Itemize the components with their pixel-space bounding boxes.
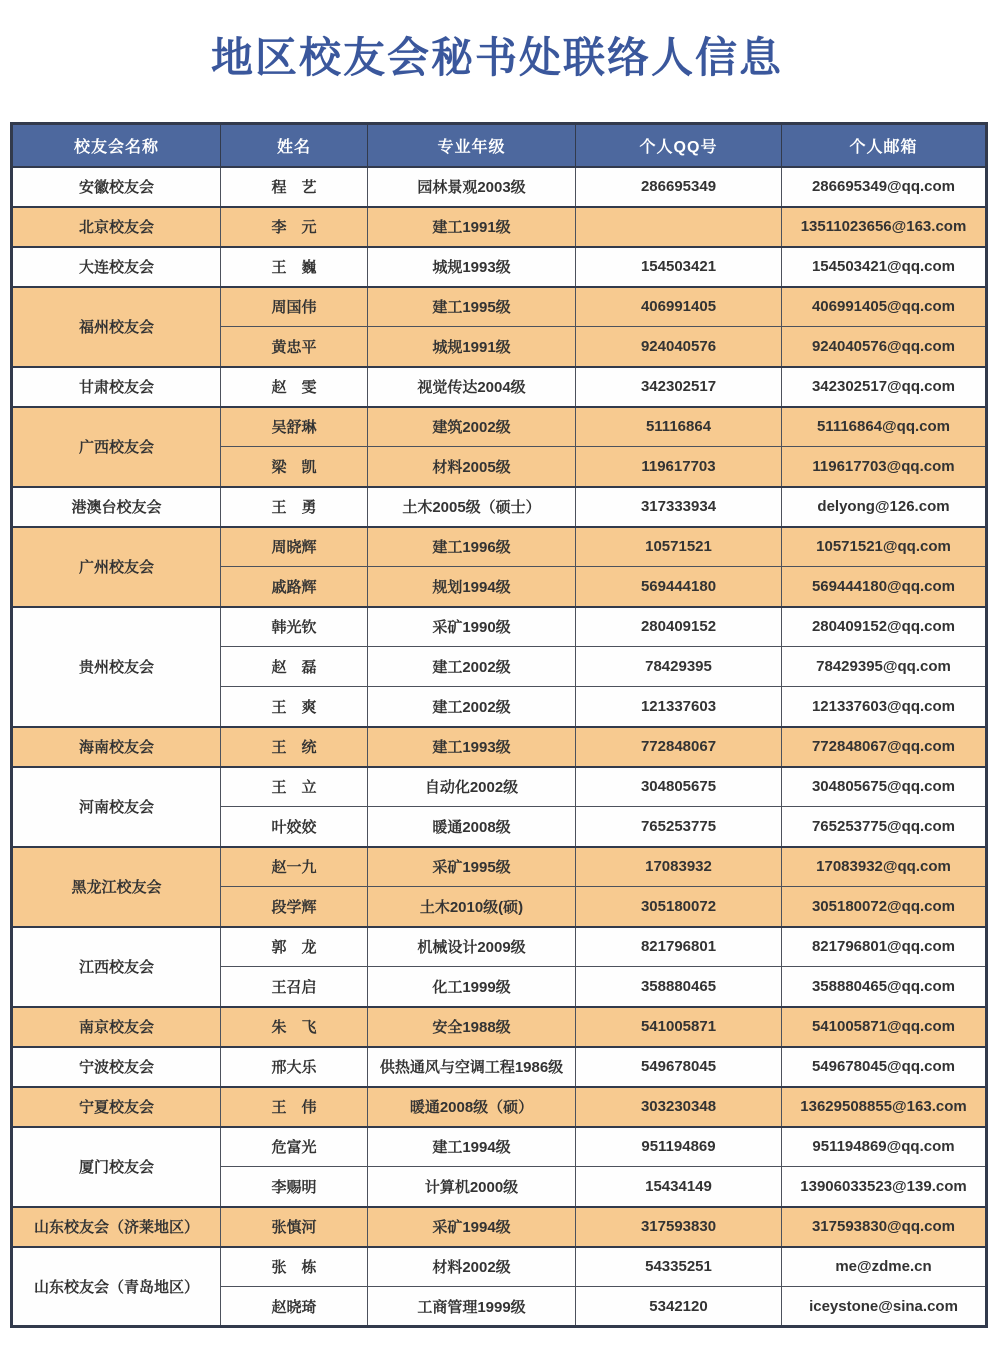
qq-number-cell — [576, 207, 782, 247]
member-name-cell: 张 栋 — [221, 1247, 368, 1287]
association-name-cell: 山东校友会（济莱地区） — [12, 1207, 221, 1247]
qq-number-cell: 821796801 — [576, 927, 782, 967]
page-title: 地区校友会秘书处联络人信息 — [210, 34, 783, 81]
email-cell: 78429395@qq.com — [782, 647, 987, 687]
association-name-cell: 广西校友会 — [12, 407, 221, 487]
member-name-cell: 周国伟 — [221, 287, 368, 327]
association-name-cell: 北京校友会 — [12, 207, 221, 247]
qq-number-cell: 304805675 — [576, 767, 782, 807]
member-name-cell: 赵一九 — [221, 847, 368, 887]
member-name-cell: 王 立 — [221, 767, 368, 807]
qq-number-cell: 305180072 — [576, 887, 782, 927]
member-name-cell: 王 伟 — [221, 1087, 368, 1127]
qq-number-cell: 317333934 — [576, 487, 782, 527]
email-cell: 772848067@qq.com — [782, 727, 987, 767]
table-row — [12, 367, 987, 407]
table-row — [12, 167, 987, 207]
association-name-cell: 山东校友会（青岛地区） — [12, 1247, 221, 1327]
member-name-cell: 李 元 — [221, 207, 368, 247]
major-grade-cell: 规划1994级 — [368, 567, 576, 607]
member-name-cell: 朱 飞 — [221, 1007, 368, 1047]
major-grade-cell: 建工1995级 — [368, 287, 576, 327]
qq-number-cell: 342302517 — [576, 367, 782, 407]
member-name-cell: 程 艺 — [221, 167, 368, 207]
member-name-cell: 赵 雯 — [221, 367, 368, 407]
member-name-cell: 段学辉 — [221, 887, 368, 927]
member-name-cell: 叶姣姣 — [221, 807, 368, 847]
table-row — [12, 1127, 987, 1167]
qq-number-cell: 17083932 — [576, 847, 782, 887]
email-cell: 286695349@qq.com — [782, 167, 987, 207]
email-cell: 541005871@qq.com — [782, 1007, 987, 1047]
major-grade-cell: 采矿1994级 — [368, 1207, 576, 1247]
major-grade-cell: 化工1999级 — [368, 967, 576, 1007]
major-grade-cell: 自动化2002级 — [368, 767, 576, 807]
email-cell: 13629508855@163.com — [782, 1087, 987, 1127]
association-name-cell: 安徽校友会 — [12, 167, 221, 207]
association-name-cell: 贵州校友会 — [12, 607, 221, 727]
column-header-name: 姓名 — [221, 124, 368, 167]
email-cell: 51116864@qq.com — [782, 407, 987, 447]
major-grade-cell: 安全1988级 — [368, 1007, 576, 1047]
column-header-major-grade: 专业年级 — [368, 124, 576, 167]
email-cell: 342302517@qq.com — [782, 367, 987, 407]
member-name-cell: 戚路辉 — [221, 567, 368, 607]
member-name-cell: 梁 凯 — [221, 447, 368, 487]
member-name-cell: 邢大乐 — [221, 1047, 368, 1087]
member-name-cell: 黄忠平 — [221, 327, 368, 367]
email-cell: 569444180@qq.com — [782, 567, 987, 607]
major-grade-cell: 视觉传达2004级 — [368, 367, 576, 407]
major-grade-cell: 采矿1995级 — [368, 847, 576, 887]
email-cell: 13511023656@163.com — [782, 207, 987, 247]
qq-number-cell: 119617703 — [576, 447, 782, 487]
association-name-cell: 宁波校友会 — [12, 1047, 221, 1087]
table-body — [12, 167, 987, 1327]
member-name-cell: 王 爽 — [221, 687, 368, 727]
email-cell: 951194869@qq.com — [782, 1127, 987, 1167]
table-row — [12, 607, 987, 647]
major-grade-cell: 材料2005级 — [368, 447, 576, 487]
email-cell: 119617703@qq.com — [782, 447, 987, 487]
qq-number-cell: 121337603 — [576, 687, 782, 727]
association-name-cell: 港澳台校友会 — [12, 487, 221, 527]
member-name-cell: 李赐明 — [221, 1167, 368, 1207]
qq-number-cell: 78429395 — [576, 647, 782, 687]
table-row — [12, 247, 987, 287]
contacts-table — [10, 122, 988, 1328]
major-grade-cell: 城规1991级 — [368, 327, 576, 367]
major-grade-cell: 供热通风与空调工程1986级 — [368, 1047, 576, 1087]
column-header-email: 个人邮箱 — [782, 124, 987, 167]
major-grade-cell: 土木2005级（硕士） — [368, 487, 576, 527]
major-grade-cell: 园林景观2003级 — [368, 167, 576, 207]
member-name-cell: 王 统 — [221, 727, 368, 767]
table-row — [12, 767, 987, 807]
table-row — [12, 527, 987, 567]
major-grade-cell: 材料2002级 — [368, 1247, 576, 1287]
email-cell: 121337603@qq.com — [782, 687, 987, 727]
major-grade-cell: 建工1993级 — [368, 727, 576, 767]
major-grade-cell: 建工1991级 — [368, 207, 576, 247]
qq-number-cell: 54335251 — [576, 1247, 782, 1287]
major-grade-cell: 土木2010级(硕) — [368, 887, 576, 927]
qq-number-cell: 765253775 — [576, 807, 782, 847]
column-header-qq: 个人QQ号 — [576, 124, 782, 167]
major-grade-cell: 工商管理1999级 — [368, 1287, 576, 1327]
member-name-cell: 周晓辉 — [221, 527, 368, 567]
email-cell: 13906033523@139.com — [782, 1167, 987, 1207]
major-grade-cell: 建筑2002级 — [368, 407, 576, 447]
qq-number-cell: 15434149 — [576, 1167, 782, 1207]
major-grade-cell: 建工1996级 — [368, 527, 576, 567]
major-grade-cell: 采矿1990级 — [368, 607, 576, 647]
association-name-cell: 海南校友会 — [12, 727, 221, 767]
major-grade-cell: 暖通2008级（硕） — [368, 1087, 576, 1127]
email-cell: delyong@126.com — [782, 487, 987, 527]
table-row — [12, 1007, 987, 1047]
association-name-cell: 大连校友会 — [12, 247, 221, 287]
member-name-cell: 王 勇 — [221, 487, 368, 527]
member-name-cell: 韩光钦 — [221, 607, 368, 647]
major-grade-cell: 建工2002级 — [368, 687, 576, 727]
member-name-cell: 吴舒琳 — [221, 407, 368, 447]
email-cell: iceystone@sina.com — [782, 1287, 987, 1327]
qq-number-cell: 154503421 — [576, 247, 782, 287]
table-row — [12, 287, 987, 327]
table-row — [12, 727, 987, 767]
email-cell: 821796801@qq.com — [782, 927, 987, 967]
major-grade-cell: 机械设计2009级 — [368, 927, 576, 967]
qq-number-cell: 280409152 — [576, 607, 782, 647]
email-cell: 924040576@qq.com — [782, 327, 987, 367]
table-row — [12, 207, 987, 247]
email-cell: 304805675@qq.com — [782, 767, 987, 807]
email-cell: 549678045@qq.com — [782, 1047, 987, 1087]
email-cell: 280409152@qq.com — [782, 607, 987, 647]
major-grade-cell: 建工2002级 — [368, 647, 576, 687]
member-name-cell: 张慎河 — [221, 1207, 368, 1247]
email-cell: 305180072@qq.com — [782, 887, 987, 927]
qq-number-cell: 772848067 — [576, 727, 782, 767]
major-grade-cell: 计算机2000级 — [368, 1167, 576, 1207]
qq-number-cell: 303230348 — [576, 1087, 782, 1127]
association-name-cell: 黑龙江校友会 — [12, 847, 221, 927]
qq-number-cell: 569444180 — [576, 567, 782, 607]
table-row — [12, 1247, 987, 1287]
table-row — [12, 927, 987, 967]
email-cell: 17083932@qq.com — [782, 847, 987, 887]
qq-number-cell: 51116864 — [576, 407, 782, 447]
qq-number-cell: 924040576 — [576, 327, 782, 367]
member-name-cell: 王 巍 — [221, 247, 368, 287]
qq-number-cell: 951194869 — [576, 1127, 782, 1167]
column-header-association: 校友会名称 — [12, 124, 221, 167]
email-cell: 765253775@qq.com — [782, 807, 987, 847]
member-name-cell: 王召启 — [221, 967, 368, 1007]
email-cell: 154503421@qq.com — [782, 247, 987, 287]
table-row — [12, 1087, 987, 1127]
email-cell: 358880465@qq.com — [782, 967, 987, 1007]
major-grade-cell: 城规1993级 — [368, 247, 576, 287]
qq-number-cell: 5342120 — [576, 1287, 782, 1327]
table-row — [12, 487, 987, 527]
qq-number-cell: 549678045 — [576, 1047, 782, 1087]
qq-number-cell: 541005871 — [576, 1007, 782, 1047]
major-grade-cell: 暖通2008级 — [368, 807, 576, 847]
association-name-cell: 甘肃校友会 — [12, 367, 221, 407]
association-name-cell: 江西校友会 — [12, 927, 221, 1007]
qq-number-cell: 286695349 — [576, 167, 782, 207]
member-name-cell: 赵 磊 — [221, 647, 368, 687]
member-name-cell: 赵晓琦 — [221, 1287, 368, 1327]
table-row — [12, 407, 987, 447]
association-name-cell: 宁夏校友会 — [12, 1087, 221, 1127]
association-name-cell: 广州校友会 — [12, 527, 221, 607]
email-cell: 10571521@qq.com — [782, 527, 987, 567]
member-name-cell: 危富光 — [221, 1127, 368, 1167]
association-name-cell: 福州校友会 — [12, 287, 221, 367]
email-cell: me@zdme.cn — [782, 1247, 987, 1287]
qq-number-cell: 317593830 — [576, 1207, 782, 1247]
association-name-cell: 河南校友会 — [12, 767, 221, 847]
table-row — [12, 1047, 987, 1087]
major-grade-cell: 建工1994级 — [368, 1127, 576, 1167]
email-cell: 406991405@qq.com — [782, 287, 987, 327]
association-name-cell: 南京校友会 — [12, 1007, 221, 1047]
qq-number-cell: 10571521 — [576, 527, 782, 567]
table-row — [12, 847, 987, 887]
email-cell: 317593830@qq.com — [782, 1207, 987, 1247]
association-name-cell: 厦门校友会 — [12, 1127, 221, 1207]
table-header-row — [12, 124, 987, 167]
member-name-cell: 郭 龙 — [221, 927, 368, 967]
qq-number-cell: 406991405 — [576, 287, 782, 327]
table-row — [12, 1207, 987, 1247]
qq-number-cell: 358880465 — [576, 967, 782, 1007]
